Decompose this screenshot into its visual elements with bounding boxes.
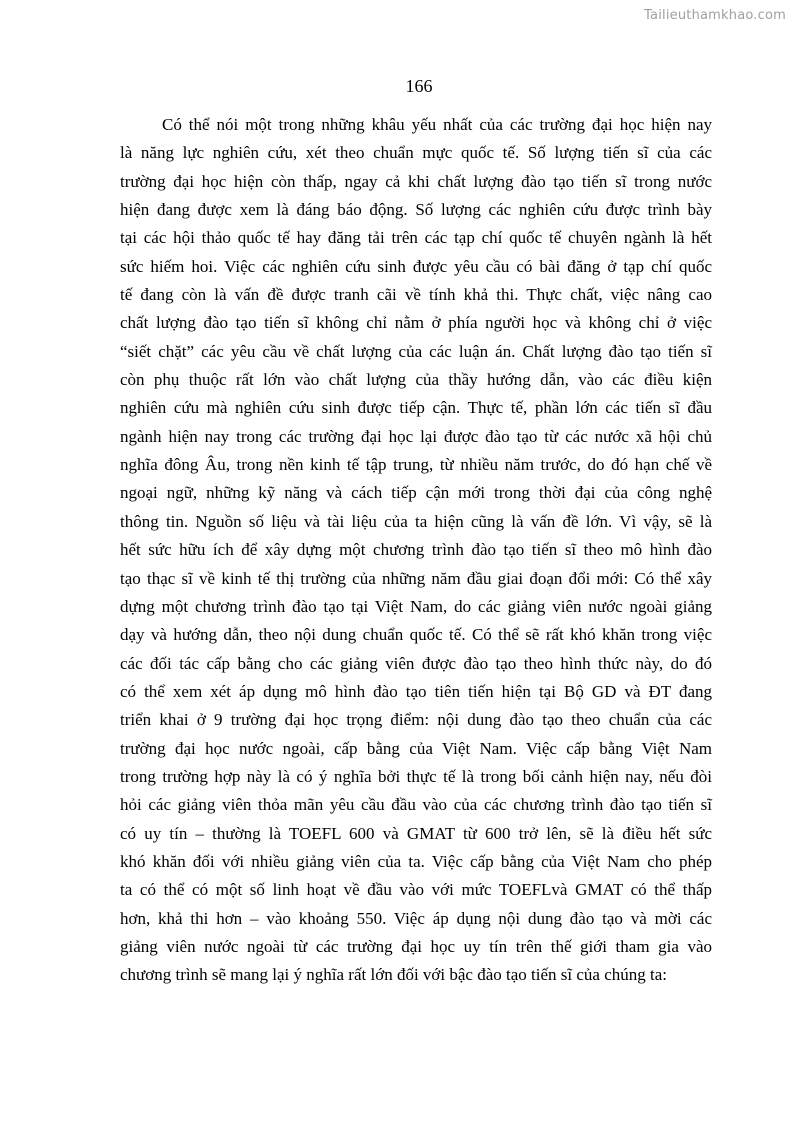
paragraph-line: các đối tác cấp bằng cho các giảng viên được đào tạo theo hình thức này, do đó [120,653,712,673]
watermark: Tailieuthamkhao.com [644,8,786,23]
paragraph-line: trường đại học hiện còn thấp, ngay cả khi chất lượng đào tạo tiến sĩ trong nước [120,171,712,191]
paragraph-line: ngoại ngữ, những kỹ năng và cách tiếp cận mới trong thời đại của công nghệ [120,483,712,503]
paragraph-line: hơn, khả thi hơn – vào khoảng 550. Việc áp dụng nội dung đào tạo và mời các [120,908,712,928]
paragraph-line: hết sức hữu ích để xây dựng một chương trình đào tạo tiến sĩ theo mô hình đào [120,540,712,560]
paragraph-line: hiện đang được xem là đáng báo động. Số lượng các nghiên cứu được trình bày [120,200,712,220]
page-number: 166 [405,76,433,96]
paragraph-line: “siết chặt” các yêu cầu về chất lượng của các luận án. Chất lượng đào tạo tiến sĩ [120,341,712,361]
paragraph-line: trường đại học nước ngoài, cấp bằng của Việt Nam. Việc cấp bằng Việt Nam [120,738,712,758]
paragraph-line: ta có thể có một số linh hoạt về đầu vào với mức TOEFLvà GMAT có thể thấp [120,880,712,900]
paragraph-line: nghĩa đông Âu, trong nền kinh tế tập trung, từ nhiều năm trước, do đó hạn chế về [120,455,712,475]
paragraph-line: chất lượng đào tạo tiến sĩ không chỉ nằm ở phía người học và không chỉ ở việc [120,313,712,333]
paragraph-line: tạo thạc sĩ về kinh tế thị trường của những năm đầu giai đoạn đổi mới: Có thể xây [120,568,712,588]
paragraph-line: triển khai ở 9 trường đại học trọng điểm: nội dung đào tạo theo chuẩn của các [120,710,712,730]
paragraph-line: thông tin. Nguồn số liệu và tài liệu của ta hiện cũng là vấn đề lớn. Vì vậy, sẽ là [120,511,712,531]
paragraph-line: nghiên cứu mà nghiên cứu sinh được tiếp cận. Thực tế, phần lớn các tiến sĩ đầu [120,398,712,418]
paragraph-line: trong trường hợp này là có ý nghĩa bởi thực tế là trong bối cảnh hiện nay, nếu đòi [120,766,712,786]
paragraph-line: có uy tín – thường là TOEFL 600 và GMAT từ 600 trở lên, sẽ là điều hết sức [120,823,712,843]
paragraph-line: chương trình sẽ mang lại ý nghĩa rất lớn đối với bậc đào tạo tiến sĩ của chúng ta: [120,965,667,985]
paragraph-line: sức hiếm hoi. Việc các nghiên cứu sinh được yêu cầu có bài đăng ở tạp chí quốc [120,256,712,276]
paragraph-line: giảng viên nước ngoài từ các trường đại học uy tín trên thế giới tham gia vào [120,936,712,956]
paragraph-line: dựng một chương trình đào tạo tại Việt Nam, do các giảng viên nước ngoài giảng [120,596,712,616]
paragraph-line: Có thể nói một trong những khâu yếu nhất của các trường đại học hiện nay [162,115,712,134]
body-paragraph [120,111,712,990]
paragraph-line: ngành hiện nay trong các trường đại học lại được đào tạo từ các nước xã hội chủ [120,426,712,446]
paragraph-line: có thể xem xét áp dụng mô hình đào tạo tiên tiến hiện tại Bộ GD và ĐT đang [120,681,712,701]
paragraph-line: còn phụ thuộc rất lớn vào chất lượng của thầy hướng dẫn, vào các điều kiện [120,370,712,390]
paragraph-line: hỏi các giảng viên thỏa mãn yêu cầu đầu vào của các chương trình đào tạo tiến sĩ [120,795,712,815]
paragraph-line: tế đang còn là vấn đề được tranh cãi về tính khả thi. Thực chất, việc nâng cao [120,285,712,305]
paragraph-line: là năng lực nghiên cứu, xét theo chuẩn mực quốc tế. Số lượng tiến sĩ của các [120,143,712,163]
paragraph-line: dạy và hướng dẫn, theo nội dung chuẩn quốc tế. Có thể sẽ rất khó khăn trong việc [120,625,712,645]
paragraph-line: tại các hội thảo quốc tế hay đăng tải trên các tạp chí quốc tế chuyên ngành là hết [120,228,712,248]
paragraph-line: khó khăn đối với nhiều giảng viên của ta. Việc cấp bằng của Việt Nam cho phép [120,851,712,871]
